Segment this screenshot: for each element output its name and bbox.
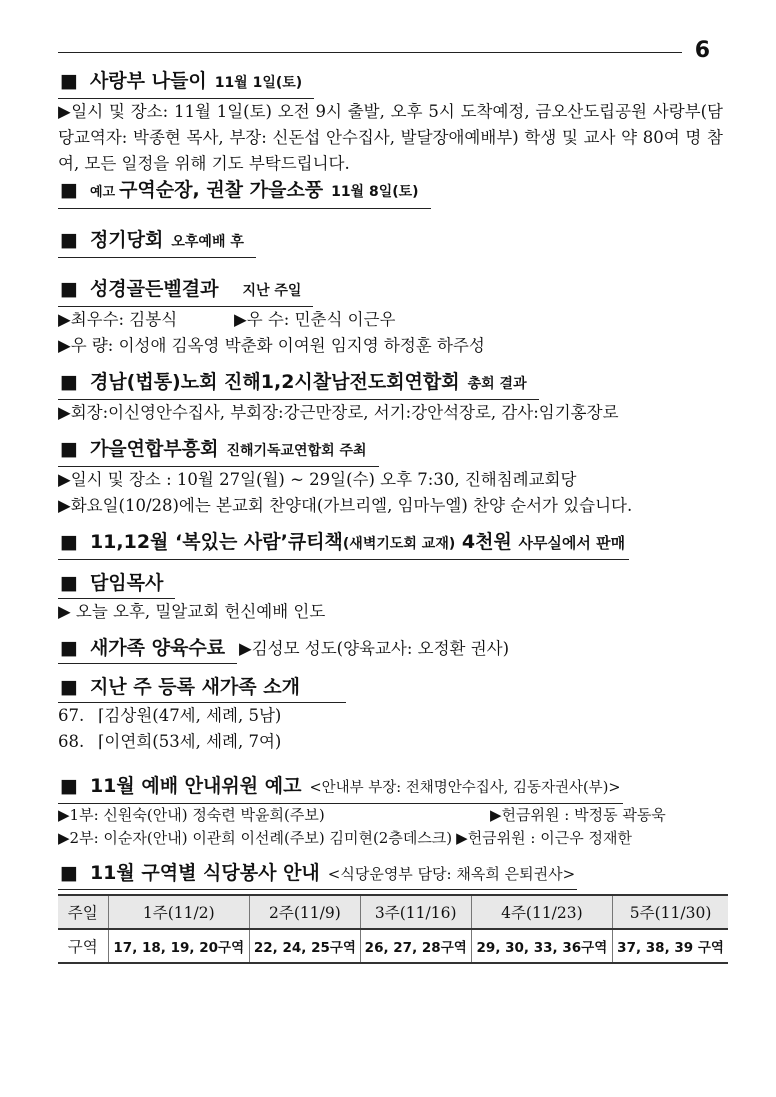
autumn-revival-title: 가을연합부흥회 — [89, 438, 219, 460]
section-district — [58, 177, 723, 209]
square-bullet-icon: ■ — [60, 179, 78, 201]
new-member-item — [58, 729, 723, 755]
presbytery-title: 경남(법통)노회 진해1,2시찰남전도회연합회 — [89, 371, 460, 393]
new-member-index: 67. — [58, 706, 85, 725]
kitchen-duty-note: <식당운영부 담당: 채옥희 은퇴권사> — [327, 865, 576, 883]
table-header-row — [58, 895, 728, 929]
table-cell: 26, 27, 28구역 — [360, 929, 471, 963]
bible-quiz-line-1 — [58, 307, 723, 333]
square-bullet-icon: ■ — [60, 438, 78, 460]
section-kitchen-duty — [58, 860, 723, 964]
ushers-second-offering: ▶헌금위원 : 이근우 정재한 — [456, 829, 632, 847]
qt-book-price: 4천원 — [461, 531, 512, 553]
section-bible-quiz — [58, 276, 723, 359]
section-pastor — [58, 570, 723, 625]
qt-book-heading — [58, 529, 629, 560]
new-members-title: 지난 주 등록 새가족 소개 — [89, 676, 300, 698]
autumn-revival-note: 진해기독교연합회 주최 — [226, 443, 367, 459]
square-bullet-icon: ■ — [60, 70, 78, 92]
autumn-revival-line-1: ▶일시 및 장소 : 10월 27일(월) ~ 29일(수) 오후 7:30, 진해침례교회당 — [58, 470, 577, 489]
section-ushers — [58, 773, 723, 850]
pastor-title: 담임목사 — [89, 572, 164, 594]
pastor-heading — [58, 570, 175, 599]
table-header-cell: 1주(11/2) — [108, 895, 250, 929]
table-header-cell: 2주(11/9) — [250, 895, 361, 929]
bible-quiz-title: 성경골든벨결과 — [89, 278, 219, 300]
square-bullet-icon: ■ — [60, 531, 78, 553]
ushers-heading — [58, 773, 623, 804]
ushers-first-offering: ▶헌금위원 : 박정동 곽동욱 — [490, 806, 666, 824]
header-rule — [58, 52, 682, 53]
regular-meeting-note: 오후예배 후 — [171, 234, 244, 250]
table-cell: 37, 38, 39 구역 — [613, 929, 728, 963]
section-presbytery — [58, 369, 723, 426]
bible-quiz-note: 지난 주일 — [242, 283, 302, 299]
square-bullet-icon: ■ — [60, 676, 78, 698]
ushers-row-2 — [58, 827, 723, 850]
square-bullet-icon: ■ — [60, 862, 78, 884]
outing-date: 11월 1일(토) — [214, 75, 303, 91]
district-heading — [58, 177, 431, 209]
page-number: 6 — [694, 38, 710, 63]
qt-book-title: 11,12월 ‘복있는 사람’큐티책 — [89, 531, 343, 553]
table-header-cell: 3주(11/16) — [360, 895, 471, 929]
table-cell: 29, 30, 33, 36구역 — [471, 929, 613, 963]
district-prefix: 예고 — [89, 185, 116, 200]
new-member-item — [58, 703, 723, 729]
kitchen-duty-title: 11월 구역별 식당봉사 안내 — [89, 862, 320, 884]
presbytery-line: ▶회장:이신영안수집사, 부회장:강근만장로, 서기:강안석장로, 감사:임기홍장로 — [58, 403, 619, 422]
pastor-line: ▶ 오늘 오후, 밀알교회 헌신예배 인도 — [58, 602, 326, 621]
autumn-revival-heading — [58, 436, 379, 467]
new-member-text: ⌈김상원(47세, 세례, 5남) — [98, 706, 282, 725]
presbytery-heading — [58, 369, 539, 400]
square-bullet-icon: ■ — [60, 278, 78, 300]
qt-book-subtitle: (새벽기도회 교재) — [342, 536, 456, 552]
square-bullet-icon: ■ — [60, 775, 78, 797]
kitchen-duty-table — [58, 894, 728, 964]
new-members-heading — [58, 674, 346, 703]
regular-meeting-heading — [58, 227, 256, 258]
table-cell: 22, 24, 25구역 — [250, 929, 361, 963]
kitchen-duty-heading — [58, 860, 577, 890]
square-bullet-icon: ■ — [60, 371, 78, 393]
graduation-line: ▶김성모 성도(양육교사: 오정환 권사) — [239, 639, 510, 658]
autumn-revival-line-2: ▶화요일(10/28)에는 본교회 찬양대(가브리엘, 임마누엘) 찬양 순서가 있습니다. — [58, 496, 633, 515]
graduation-title: 새가족 양육수료 — [89, 637, 226, 659]
ushers-note: <안내부 부장: 전채명안수집사, 김동자권사(부)> — [309, 780, 621, 796]
table-cell: 구역 — [67, 938, 98, 956]
bulletin-content — [58, 68, 723, 964]
outing-title: 사랑부 나들이 — [89, 70, 207, 92]
presbytery-note: 총회 결과 — [467, 376, 527, 392]
bible-quiz-second: ▶우 수: 민춘식 이근우 — [234, 310, 396, 329]
table-header-cell: 5주(11/30) — [613, 895, 728, 929]
new-member-text: ⌈이연희(53세, 세례, 7여) — [98, 732, 282, 751]
outing-line: ▶일시 및 장소: 11월 1일(토) 오전 9시 출발, 오후 5시 도착예정, 금오산도립공원 사랑부(담당교역자: 박종현 목사, 부장: 신돈섭 안수집사, 발달장애예배부) 학생 및 교사 약 80여 명 참여, 모든 일정을 위해 기도 부탁드립니다. — [58, 102, 723, 173]
outing-heading — [58, 68, 314, 99]
bible-quiz-line-2: ▶우 량: 이성애 김옥영 박춘화 이여원 임지영 하정훈 하주성 — [58, 336, 485, 355]
ushers-second-service: ▶2부: 이순자(안내) 이관희 이선례(주보) 김미현(2층데스크) — [58, 829, 453, 847]
graduation-heading — [58, 635, 237, 664]
section-new-members — [58, 674, 723, 755]
ushers-title: 11월 예배 안내위원 예고 — [89, 775, 302, 797]
bible-quiz-heading — [58, 276, 313, 307]
bible-quiz-top: ▶최우수: 김봉식 — [58, 310, 178, 329]
table-cell: 17, 18, 19, 20구역 — [108, 929, 250, 963]
section-autumn-revival — [58, 436, 723, 519]
section-regular-meeting — [58, 227, 723, 258]
new-member-index: 68. — [58, 732, 85, 751]
section-new-family-graduation — [58, 635, 723, 664]
ushers-row-1 — [58, 804, 723, 827]
square-bullet-icon: ■ — [60, 572, 78, 594]
table-header-cell: 4주(11/23) — [471, 895, 613, 929]
ushers-first-service: ▶1부: 신원숙(안내) 정숙련 박윤희(주보) — [58, 806, 325, 824]
regular-meeting-title: 정기당회 — [89, 229, 164, 251]
section-qt-book — [58, 529, 723, 560]
section-outing — [58, 68, 723, 177]
district-date: 11월 8일(토) — [331, 184, 419, 200]
table-row — [58, 929, 728, 963]
district-title: 구역순장, 권찰 가을소풍 — [119, 179, 324, 201]
table-header-cell: 주일 — [67, 904, 98, 922]
square-bullet-icon: ■ — [60, 229, 78, 251]
page-header — [58, 38, 738, 68]
qt-book-sales: 사무실에서 판매 — [518, 534, 626, 552]
square-bullet-icon: ■ — [60, 637, 78, 659]
